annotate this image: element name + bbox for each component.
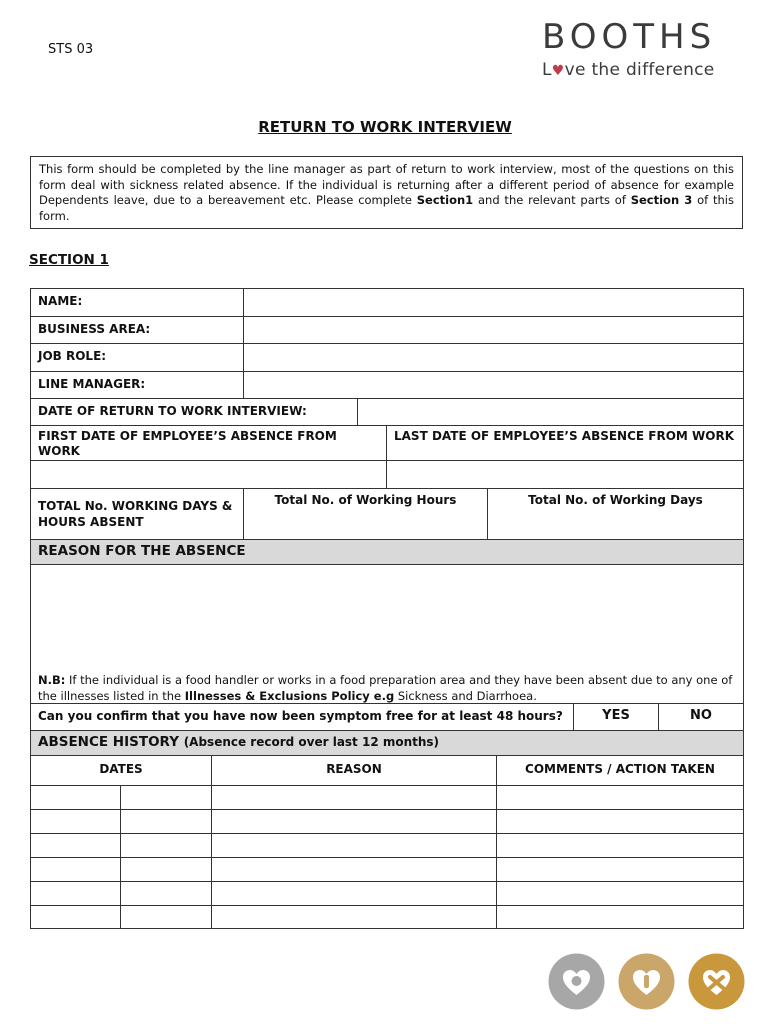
history-reason-cell[interactable]	[212, 906, 497, 929]
first-date-field[interactable]	[31, 461, 387, 489]
nb-note: N.B: If the individual is a food handler or works in a food preparation area and they have been absent due to any one of the illnesses listed in the Illnesses & Exclusions Policy e.g Sickness and Diarrhoea.	[38, 673, 733, 703]
logo-wordmark: BOOTHS	[542, 17, 717, 57]
job-role-label: JOB ROLE:	[31, 344, 244, 372]
comments-column-header: COMMENTS / ACTION TAKEN	[497, 756, 743, 786]
total-absent-label: TOTAL No. WORKING DAYS & HOURS ABSENT	[31, 489, 244, 540]
interview-date-label: DATE OF RETURN TO WORK INTERVIEW:	[31, 399, 358, 426]
together-badge	[688, 953, 745, 1010]
job-role-field[interactable]	[244, 344, 743, 372]
document-code: STS 03	[48, 42, 94, 57]
history-date-to-cell[interactable]	[121, 906, 212, 929]
logo-tagline: L♥ve the difference	[542, 60, 715, 80]
dates-column-header: DATES	[31, 756, 212, 786]
history-date-to-cell[interactable]	[121, 810, 212, 834]
reason-column-header: REASON	[212, 756, 497, 786]
history-reason-cell[interactable]	[212, 786, 497, 810]
history-comments-cell[interactable]	[497, 810, 743, 834]
history-reason-cell[interactable]	[212, 882, 497, 906]
intro-text: This form should be completed by the line manager as part of return to work interview, most of the questions on this form deal with sickness related absence. If the individual is returning after a different period of absence for example Dependents leave, due to a bereavement etc. Please complete Section1 and the relevant parts of Section 3 of this form.	[30, 156, 743, 229]
proud-badge	[618, 953, 675, 1010]
yes-option[interactable]: YES	[574, 703, 659, 730]
history-date-from-cell[interactable]	[31, 906, 121, 929]
history-comments-cell[interactable]	[497, 834, 743, 858]
history-comments-cell[interactable]	[497, 786, 743, 810]
history-date-to-cell[interactable]	[121, 786, 212, 810]
last-date-label: LAST DATE OF EMPLOYEE’S ABSENCE FROM WORK	[387, 426, 743, 461]
history-date-from-cell[interactable]	[31, 786, 121, 810]
name-field[interactable]	[244, 289, 743, 317]
history-date-from-cell[interactable]	[31, 858, 121, 882]
last-date-field[interactable]	[387, 461, 743, 489]
reason-text-area[interactable]	[31, 565, 743, 669]
valued-badge	[548, 953, 605, 1010]
history-comments-cell[interactable]	[497, 882, 743, 906]
booths-logo	[542, 18, 747, 88]
business-area-label: BUSINESS AREA:	[31, 317, 244, 344]
absence-history-table	[30, 730, 744, 929]
interview-date-field[interactable]	[358, 399, 743, 426]
total-days-field[interactable]: Total No. of Working Days	[488, 489, 743, 540]
total-hours-field[interactable]: Total No. of Working Hours	[244, 489, 488, 540]
history-date-to-cell[interactable]	[121, 858, 212, 882]
business-area-field[interactable]	[244, 317, 743, 344]
reason-heading: REASON FOR THE ABSENCE	[31, 540, 743, 565]
medal-icon	[572, 976, 582, 986]
thumb-icon	[644, 975, 649, 988]
history-date-to-cell[interactable]	[121, 882, 212, 906]
history-date-from-cell[interactable]	[31, 810, 121, 834]
history-reason-cell[interactable]	[212, 810, 497, 834]
no-option[interactable]: NO	[659, 703, 743, 730]
history-reason-cell[interactable]	[212, 858, 497, 882]
absence-history-heading: ABSENCE HISTORY (Absence record over last 12 months)	[31, 731, 743, 756]
symptom-free-question: Can you confirm that you have now been symptom free for at least 48 hours?	[31, 703, 574, 730]
section-1-table	[30, 288, 744, 731]
form-title: RETURN TO WORK INTERVIEW	[258, 118, 512, 136]
history-date-from-cell[interactable]	[31, 882, 121, 906]
line-manager-field[interactable]	[244, 372, 743, 399]
line-manager-label: LINE MANAGER:	[31, 372, 244, 399]
history-comments-cell[interactable]	[497, 906, 743, 929]
history-reason-cell[interactable]	[212, 834, 497, 858]
history-comments-cell[interactable]	[497, 858, 743, 882]
section-1-heading: SECTION 1	[29, 252, 109, 268]
name-label: NAME:	[31, 289, 244, 317]
history-date-from-cell[interactable]	[31, 834, 121, 858]
history-date-to-cell[interactable]	[121, 834, 212, 858]
heart-icon: ♥	[551, 63, 565, 79]
first-date-label: FIRST DATE OF EMPLOYEE’S ABSENCE FROM WORK	[31, 426, 387, 461]
